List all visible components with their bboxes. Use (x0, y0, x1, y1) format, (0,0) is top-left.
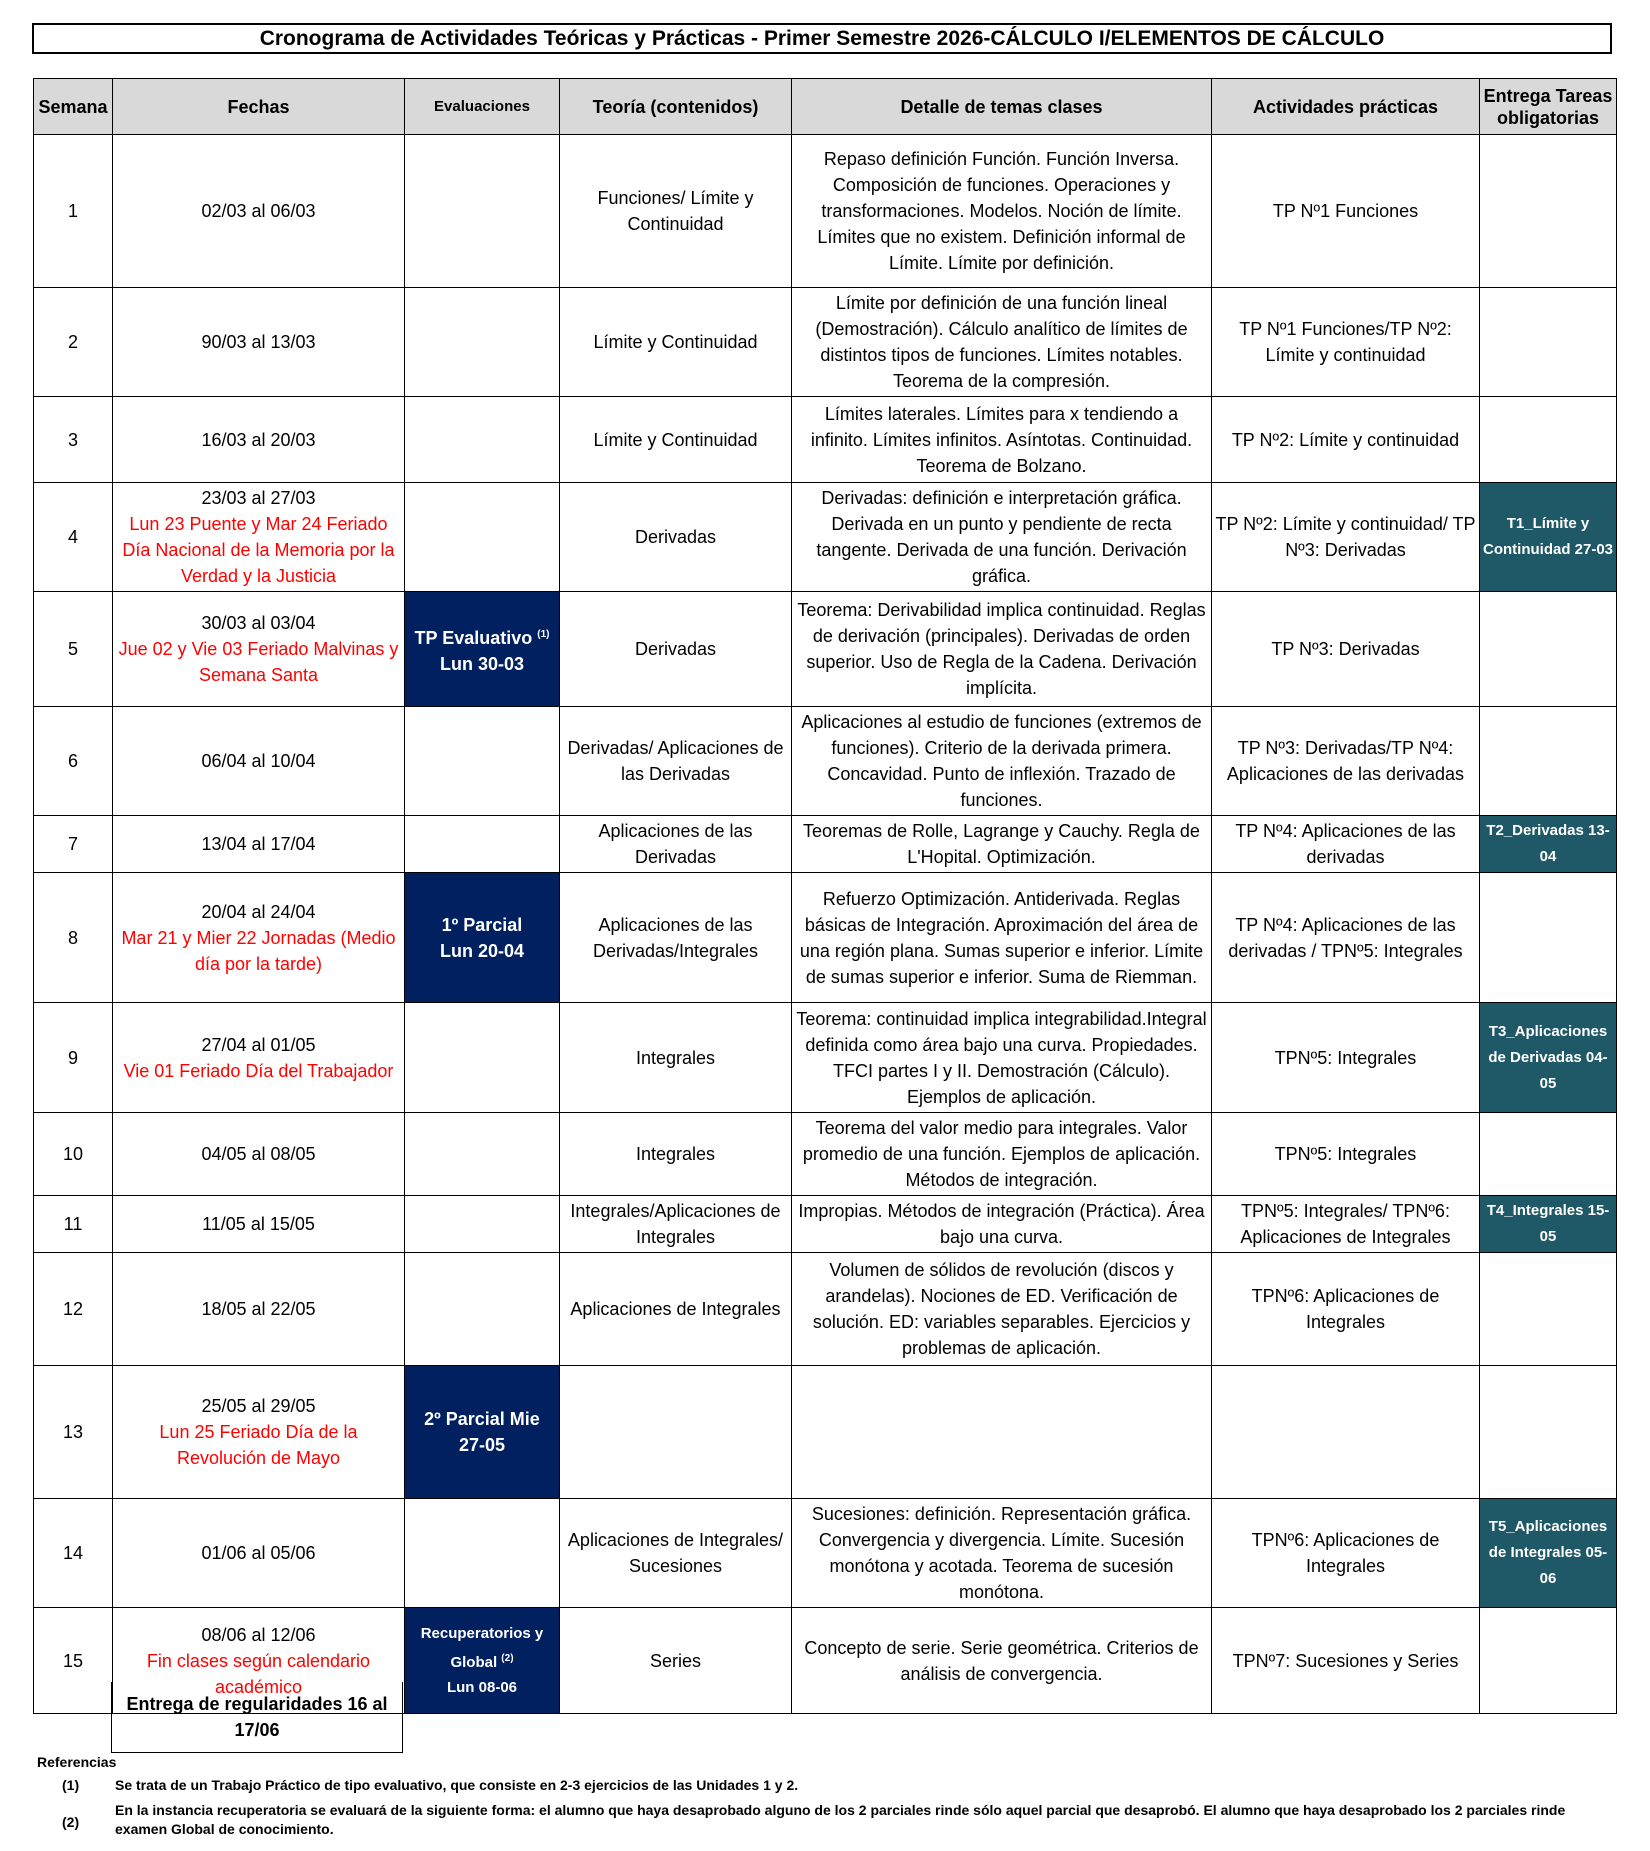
semana-number: 13 (62, 1422, 84, 1442)
detalle-cell (792, 1499, 1212, 1608)
regularidades-note: Entrega de regularidades 16 al 17/06 (111, 1682, 403, 1753)
semana-cell (34, 135, 113, 288)
semana-cell (34, 288, 113, 397)
semana-cell (34, 1196, 113, 1253)
teoria-text: Derivadas (634, 639, 717, 659)
fecha-cell (113, 592, 405, 707)
evaluation-cell (405, 1499, 560, 1608)
detalle-cell (792, 1253, 1212, 1366)
fecha-cell (113, 1366, 405, 1499)
detalle-text: Teoremas de Rolle, Lagrange y Cauchy. Regla de L'Hopital. Optimización. (803, 821, 1200, 867)
holiday-note: Mar 21 y Mier 22 Jornadas (Medio día por la tarde) (121, 927, 396, 974)
fecha-cell (113, 873, 405, 1003)
semana-number: 3 (67, 429, 78, 450)
header-semana: Semana (34, 79, 113, 135)
semana-cell (34, 1113, 113, 1196)
teoria-cell (560, 1253, 792, 1366)
table-row (34, 1196, 1617, 1253)
task-cell (1480, 1196, 1617, 1253)
page-title: Cronograma de Actividades Teóricas y Prácticas - Primer Semestre 2026-CÁLCULO I/ELEMENTOS DE CÁLCULO (32, 23, 1612, 54)
fecha-range: 16/03 al 20/03 (201, 429, 316, 450)
actividades-cell (1212, 1003, 1480, 1113)
header-teoria: Teoría (contenidos) (560, 79, 792, 135)
detalle-text: Concepto de serie. Serie geométrica. Criterios de análisis de convergencia. (804, 1637, 1199, 1684)
task-label: T2_Derivadas 13-04 (1486, 822, 1610, 865)
actividades-cell (1212, 135, 1480, 288)
actividades-text: TP Nº1 Funciones (1272, 201, 1419, 221)
evaluation-cell (405, 135, 560, 288)
semana-number: 9 (67, 1047, 78, 1068)
detalle-text: Repaso definición Función. Función Inversa. Composición de funciones. Operaciones y transformaciones. Modelos. Noción de límite. Límites que no existem. Definición informal de Límite. Límite por definición. (817, 149, 1186, 273)
actividades-text: TPNº5: Integrales/ TPNº6: Aplicaciones de Integrales (1240, 1201, 1451, 1247)
semana-cell (34, 816, 113, 873)
table-row (34, 1253, 1617, 1366)
task-cell (1480, 1366, 1617, 1499)
detalle-text: Impropias. Métodos de integración (Práctica). Área bajo una curva. (798, 1201, 1205, 1247)
evaluation-cell (405, 1608, 560, 1714)
references (37, 1754, 1617, 1839)
reference-text: En la instancia recuperatoria se evaluará de la siguiente forma: el alumno que haya desaprobado alguno de los 2 parciales rinde sólo aquel parcial que desaprobó. El alumno que haya desaprobado los 2 parciales rinde examen Global de conocimiento. (115, 1802, 1566, 1837)
header-actividades: Actividades prácticas (1212, 79, 1480, 135)
task-cell (1480, 483, 1617, 592)
teoria-text: Integrales (635, 1047, 716, 1068)
task-label: T3_Aplicaciones de Derivadas 04-05 (1488, 1022, 1608, 1092)
task-cell (1480, 397, 1617, 483)
evaluation-cell (405, 1253, 560, 1366)
detalle-cell (792, 1113, 1212, 1196)
fecha-cell (113, 483, 405, 592)
table-row (34, 1366, 1617, 1499)
fecha-cell (113, 1196, 405, 1253)
header-evaluaciones: Evaluaciones (405, 79, 560, 135)
actividades-text: TPNº5: Integrales (1274, 1144, 1417, 1164)
holiday-note: Jue 02 y Vie 03 Feriado Malvinas y Semana Santa (118, 639, 399, 685)
references-title: Referencias (37, 1754, 117, 1770)
actividades-cell (1212, 1366, 1480, 1499)
detalle-cell (792, 483, 1212, 592)
semana-number: 1 (67, 201, 78, 221)
teoria-text: Funciones/ Límite y Continuidad (597, 188, 754, 234)
semana-cell (34, 592, 113, 707)
task-cell (1480, 873, 1617, 1003)
task-cell (1480, 135, 1617, 288)
detalle-cell (792, 397, 1212, 483)
semana-number: 6 (67, 751, 78, 771)
semana-number: 5 (67, 639, 78, 659)
evaluation-label: TP Evaluativo (414, 627, 533, 648)
reference-item (37, 1801, 1617, 1839)
evaluation-cell (405, 1113, 560, 1196)
table-row (34, 1499, 1617, 1608)
teoria-cell (560, 707, 792, 816)
actividades-text: TP Nº2: Límite y continuidad/ TP Nº3: Derivadas (1215, 514, 1476, 560)
actividades-cell (1212, 1499, 1480, 1608)
detalle-cell (792, 288, 1212, 397)
actividades-text: TPNº7: Sucesiones y Series (1232, 1650, 1459, 1671)
table-row (34, 483, 1617, 592)
table-row (34, 288, 1617, 397)
task-cell (1480, 816, 1617, 873)
semana-number: 4 (67, 527, 78, 547)
teoria-text: Límite y Continuidad (593, 332, 758, 352)
fecha-range: 04/05 al 08/05 (201, 1144, 316, 1164)
actividades-text: TP Nº4: Aplicaciones de las derivadas / TPNº5: Integrales (1228, 914, 1463, 961)
fecha-range: 90/03 al 13/03 (201, 332, 316, 352)
teoria-cell (560, 1366, 792, 1499)
holiday-note: Fin clases según calendario académico (146, 1650, 371, 1697)
evaluation-label: Recuperatorios y Global (420, 1625, 544, 1671)
evaluation-cell (405, 1196, 560, 1253)
fecha-range: 13/04 al 17/04 (201, 834, 316, 854)
semana-cell (34, 1499, 113, 1608)
task-cell (1480, 1003, 1617, 1113)
evaluation-cell (405, 1366, 560, 1499)
task-cell (1480, 1608, 1617, 1714)
teoria-cell (560, 816, 792, 873)
actividades-text: TP Nº4: Aplicaciones de las derivadas (1235, 821, 1456, 867)
task-cell (1480, 1253, 1617, 1366)
teoria-cell (560, 592, 792, 707)
evaluation-cell (405, 873, 560, 1003)
table-row (34, 873, 1617, 1003)
actividades-cell (1212, 397, 1480, 483)
evaluation-cell (405, 816, 560, 873)
evaluation-date: Lun 20-04 (439, 940, 525, 961)
detalle-cell (792, 873, 1212, 1003)
reference-item (37, 1776, 1617, 1795)
task-label: T1_Límite y Continuidad 27-03 (1483, 515, 1614, 558)
semana-cell (34, 1253, 113, 1366)
detalle-text: Aplicaciones al estudio de funciones (extremos de funciones). Criterio de la derivada primera. Concavidad. Punto de inflexión. Trazado de funciones. (801, 712, 1202, 810)
detalle-text: Límites laterales. Límites para x tendiendo a infinito. Límites infinitos. Asíntotas. Continuidad. Teorema de Bolzano. (810, 403, 1193, 476)
detalle-cell (792, 592, 1212, 707)
schedule-table (33, 78, 1617, 1714)
detalle-cell (792, 1003, 1212, 1113)
evaluation-cell (405, 483, 560, 592)
detalle-text: Derivadas: definición e interpretación gráfica. Derivada en un punto y pendiente de recta tangente. Derivada de una función. Derivación gráfica. (816, 488, 1187, 586)
table-row (34, 135, 1617, 288)
evaluation-cell (405, 1003, 560, 1113)
actividades-text: TP Nº3: Derivadas/TP Nº4: Aplicaciones de las derivadas (1226, 738, 1465, 784)
teoria-cell (560, 1196, 792, 1253)
teoria-cell (560, 1499, 792, 1608)
reference-number: (1) (62, 1777, 80, 1793)
evaluation-cell (405, 397, 560, 483)
fecha-cell (113, 1499, 405, 1608)
fecha-cell (113, 135, 405, 288)
fecha-cell (113, 1003, 405, 1113)
detalle-text: Límite por definición de una función lineal (Demostración). Cálculo analítico de límites de distintos tipos de funciones. Límites notables. Teorema de la compresión. (815, 293, 1188, 391)
teoria-cell (560, 873, 792, 1003)
holiday-note: Vie 01 Feriado Día del Trabajador (123, 1060, 394, 1081)
evaluation-cell (405, 707, 560, 816)
fecha-cell (113, 707, 405, 816)
actividades-cell (1212, 1196, 1480, 1253)
semana-cell (34, 483, 113, 592)
table-row (34, 707, 1617, 816)
semana-number: 12 (62, 1299, 84, 1319)
fecha-range: 08/06 al 12/06 (201, 1624, 316, 1645)
header-fechas: Fechas (113, 79, 405, 135)
detalle-cell (792, 1608, 1212, 1714)
teoria-text: Aplicaciones de Integrales/ Sucesiones (567, 1530, 784, 1576)
detalle-text: Volumen de sólidos de revolución (discos y arandelas). Nociones de ED. Verificación de solución. ED: variables separables. Ejercicios y problemas de aplicación. (812, 1260, 1191, 1358)
fecha-cell (113, 816, 405, 873)
detalle-text: Teorema: continuidad implica integrabilidad.Integral definida como área bajo una curva. Propiedades. TFCI partes I y II. Demostración (Cálculo). Ejemplos de aplicación. (796, 1008, 1207, 1107)
header-detalle: Detalle de temas clases (792, 79, 1212, 135)
semana-number: 10 (62, 1144, 84, 1164)
header-entrega: Entrega Tareas obligatorias (1480, 79, 1617, 135)
table-row (34, 1003, 1617, 1113)
footnote-ref: (1) (537, 628, 550, 640)
evaluation-label: 1º Parcial (441, 914, 523, 935)
teoria-cell (560, 1113, 792, 1196)
actividades-cell (1212, 592, 1480, 707)
teoria-text: Aplicaciones de las Derivadas/Integrales (592, 914, 759, 961)
teoria-text: Derivadas (634, 527, 717, 547)
evaluation-date: Lun 08-06 (446, 1679, 518, 1696)
actividades-cell (1212, 1253, 1480, 1366)
detalle-text: Sucesiones: definición. Representación gráfica. Convergencia y divergencia. Límite. Sucesión monótona y acotada. Teorema de sucesión monótona. (811, 1504, 1192, 1602)
reference-text: Se trata de un Trabajo Práctico de tipo evaluativo, que consiste en 2-3 ejercicios de las Unidades 1 y 2. (115, 1777, 799, 1793)
teoria-cell (560, 135, 792, 288)
fecha-cell (113, 288, 405, 397)
fecha-range: 30/03 al 03/04 (201, 613, 316, 633)
actividades-text: TP Nº3: Derivadas (1271, 639, 1420, 659)
fecha-range: 18/05 al 22/05 (201, 1299, 316, 1319)
header-row (34, 79, 1617, 135)
actividades-cell (1212, 707, 1480, 816)
semana-number: 2 (67, 332, 78, 352)
detalle-cell (792, 707, 1212, 816)
teoria-text: Series (649, 1650, 702, 1671)
actividades-cell (1212, 483, 1480, 592)
fecha-range: 06/04 al 10/04 (201, 751, 316, 771)
fecha-range: 01/06 al 05/06 (201, 1543, 316, 1563)
fecha-range: 20/04 al 24/04 (201, 901, 316, 922)
evaluation-label: 2º Parcial Mie (424, 1409, 540, 1429)
evaluation-date: 27-05 (458, 1435, 506, 1455)
fecha-range: 27/04 al 01/05 (201, 1034, 316, 1055)
semana-number: 7 (67, 834, 78, 854)
teoria-cell (560, 288, 792, 397)
reference-number: (2) (62, 1814, 80, 1830)
holiday-note: Lun 25 Feriado Día de la Revolución de Mayo (159, 1422, 358, 1468)
task-cell (1480, 592, 1617, 707)
actividades-cell (1212, 1608, 1480, 1714)
fecha-cell (113, 397, 405, 483)
task-cell (1480, 288, 1617, 397)
evaluation-cell (405, 592, 560, 707)
task-label: T4_Integrales 15-05 (1486, 1202, 1610, 1245)
table-row (34, 397, 1617, 483)
fecha-cell (113, 1113, 405, 1196)
table-row (34, 592, 1617, 707)
actividades-cell (1212, 816, 1480, 873)
table-row (34, 1113, 1617, 1196)
semana-number: 14 (62, 1543, 84, 1563)
fecha-cell (113, 1253, 405, 1366)
detalle-text: Teorema del valor medio para integrales. Valor promedio de una función. Ejemplos de aplicación. Métodos de integración. (802, 1118, 1201, 1190)
detalle-cell (792, 1196, 1212, 1253)
fecha-range: 23/03 al 27/03 (201, 488, 316, 508)
detalle-text: Refuerzo Optimización. Antiderivada. Reglas básicas de Integración. Aproximación del área de una región plana. Sumas superior e inferior. Límite de sumas superior e inferior. Suma de Riemman. (799, 888, 1204, 987)
teoria-text: Aplicaciones de Integrales (570, 1299, 781, 1319)
semana-cell (34, 873, 113, 1003)
footnote-ref: (2) (501, 1653, 514, 1664)
teoria-text: Aplicaciones de las Derivadas (598, 821, 753, 867)
teoria-text: Límite y Continuidad (593, 429, 758, 450)
actividades-cell (1212, 288, 1480, 397)
teoria-cell (560, 483, 792, 592)
teoria-text: Integrales (635, 1144, 716, 1164)
actividades-text: TP Nº2: Límite y continuidad (1231, 429, 1460, 450)
table-row (34, 816, 1617, 873)
actividades-text: TP Nº1 Funciones/TP Nº2: Límite y continuidad (1239, 319, 1452, 365)
actividades-text: TPNº5: Integrales (1274, 1047, 1417, 1068)
actividades-cell (1212, 1113, 1480, 1196)
semana-cell (34, 707, 113, 816)
fecha-range: 02/03 al 06/03 (201, 201, 316, 221)
task-cell (1480, 707, 1617, 816)
fecha-range: 25/05 al 29/05 (201, 1396, 316, 1416)
actividades-text: TPNº6: Aplicaciones de Integrales (1251, 1286, 1440, 1332)
teoria-text: Derivadas/ Aplicaciones de las Derivadas (567, 738, 784, 784)
semana-number: 15 (62, 1650, 84, 1671)
holiday-note: Lun 23 Puente y Mar 24 Feriado Día Nacional de la Memoria por la Verdad y la Justicia (122, 514, 395, 586)
schedule-body (34, 135, 1617, 1714)
teoria-cell (560, 1608, 792, 1714)
evaluation-cell (405, 288, 560, 397)
task-cell (1480, 1499, 1617, 1608)
semana-cell (34, 1608, 113, 1714)
fecha-range: 11/05 al 15/05 (202, 1214, 315, 1234)
semana-cell (34, 1366, 113, 1499)
detalle-cell (792, 1366, 1212, 1499)
task-label: T5_Aplicaciones de Integrales 05-06 (1488, 1518, 1608, 1587)
teoria-cell (560, 1003, 792, 1113)
task-cell (1480, 1113, 1617, 1196)
actividades-cell (1212, 873, 1480, 1003)
semana-cell (34, 397, 113, 483)
teoria-cell (560, 397, 792, 483)
semana-number: 8 (67, 927, 78, 948)
teoria-text: Integrales/Aplicaciones de Integrales (570, 1201, 781, 1247)
detalle-cell (792, 135, 1212, 288)
actividades-text: TPNº6: Aplicaciones de Integrales (1251, 1530, 1440, 1576)
semana-cell (34, 1003, 113, 1113)
evaluation-date: Lun 30-03 (439, 653, 525, 674)
semana-number: 11 (63, 1214, 83, 1234)
detalle-text: Teorema: Derivabilidad implica continuidad. Reglas de derivación (principales). Derivadas de orden superior. Uso de Regla de la Cadena. Derivación implícita. (797, 600, 1206, 698)
detalle-cell (792, 816, 1212, 873)
